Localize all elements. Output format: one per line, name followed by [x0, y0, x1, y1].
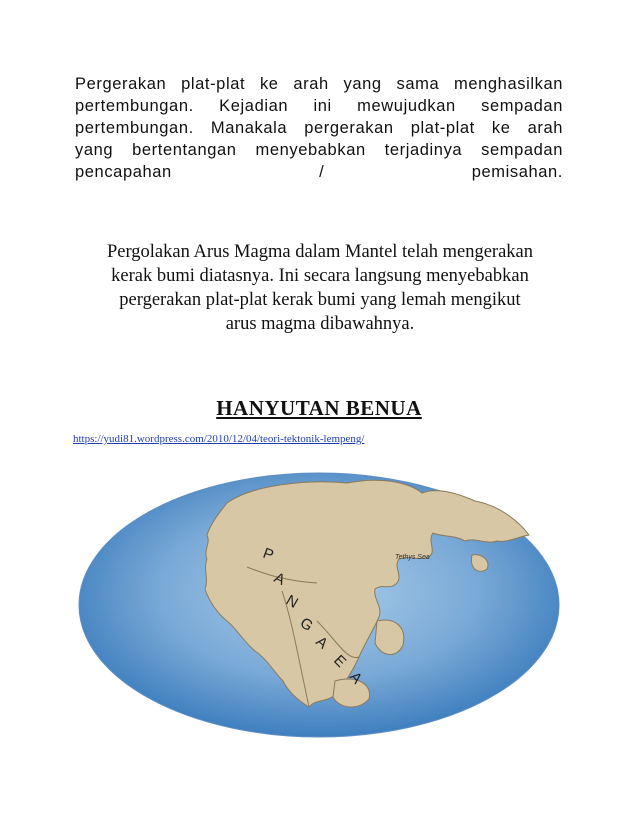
map-letter: G: [296, 614, 317, 635]
pangaea-map: [77, 471, 561, 739]
sea-label: Tethys Sea: [395, 554, 430, 561]
landmass-piece: [375, 620, 404, 654]
source-link[interactable]: https://yudi81.wordpress.com/2010/12/04/teori-tektonik-lempeng/: [73, 433, 365, 445]
map-letter: N: [283, 591, 301, 612]
map-letter: A: [271, 569, 288, 589]
heading-text: HANYUTAN BENUA: [216, 396, 422, 420]
paragraph-plate-movement: [75, 73, 563, 183]
paragraph-line: pencapahan / pemisahan.: [75, 163, 563, 181]
section-heading: [0, 396, 638, 421]
map-letter: E: [330, 651, 350, 671]
paragraph-line: pergerakan plat-plat kerak bumi yang lemah mengikut: [119, 290, 521, 310]
map-letter: P: [260, 544, 276, 565]
paragraph-line: arus magma dibawahnya.: [225, 314, 415, 334]
paragraph-line: pertembungan. Manakala pergerakan plat-plat ke arah: [75, 119, 563, 137]
map-letter: A: [312, 633, 332, 653]
paragraph-magma-currents: [70, 240, 570, 336]
paragraph-line: Pergolakan Arus Magma dalam Mantel telah mengerakan: [106, 242, 534, 262]
map-letter: A: [345, 668, 366, 688]
paragraph-line: kerak bumi diatasnya. Ini secara langsung menyebabkan: [111, 266, 529, 286]
paragraph-line: Pergerakan plat-plat ke arah yang sama menghasilkan: [75, 75, 563, 93]
paragraph-line: yang bertentangan menyebabkan terjadinya sempadan: [75, 141, 563, 159]
paragraph-line: pertembungan. Kejadian ini mewujudkan sempadan: [75, 97, 563, 115]
